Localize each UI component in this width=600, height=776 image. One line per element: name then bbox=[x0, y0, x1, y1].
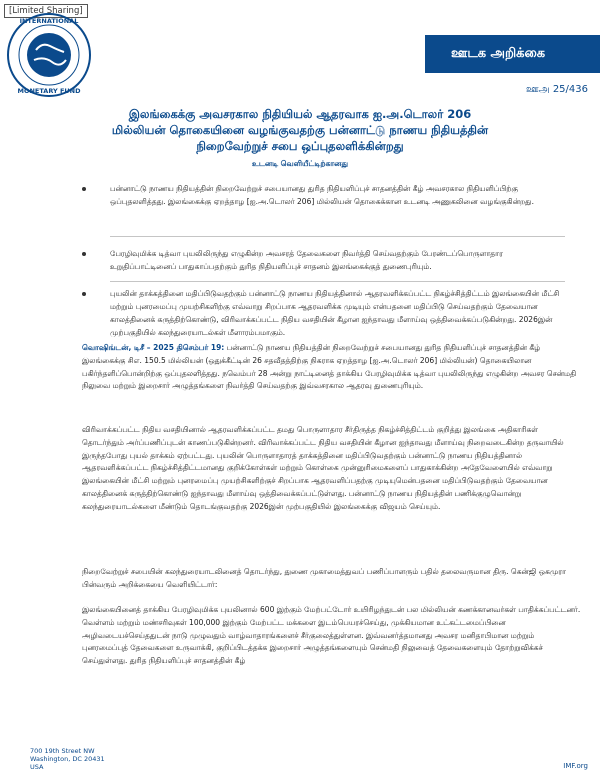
address-line: USA bbox=[30, 763, 44, 771]
imf-seal-logo bbox=[6, 12, 92, 98]
highlight-item bbox=[110, 182, 565, 208]
paragraph-statement-intro: நிறைவேற்றுச் சபையின் கலந்துரையாடலினைத் தொடர்ந்து, துணை முகாமைத்துவப் பணிப்பாளரும் பதில் தலைவருமான திரு. கென்ஜி ஒகமுரா பின்வரும் அறிக்கையை வெளியிட்டார்: bbox=[82, 567, 566, 589]
dateline: வொஷிங்டன், டிசீ – 2025 திசெம்பர் 19: bbox=[82, 343, 225, 352]
title-line: மில்லியன் தொகையினை வழங்குவதற்கு பன்னாட்டு நாணய நிதியத்தின் bbox=[111, 123, 489, 137]
highlight-item bbox=[110, 247, 565, 273]
classification-label: [Limited Sharing] bbox=[4, 4, 88, 18]
paragraph-dateline bbox=[82, 342, 582, 393]
highlight-text: பேரழிவுமிக்க டித்வா புயலிலிருந்து எழுகின்ற அவசரத் தேவைகளை நிவர்த்தி செய்வதற்கும் பேரண்டப்பொருளாதார உறுதிப்பாட்டினைப் பாதுகாப்பதற்கும் துரித நிதியளிப்புச் சாதனம் இலங்கைக்குத் துணைபுரியும். bbox=[110, 249, 503, 271]
address-line: 700 19th Street NW bbox=[30, 747, 95, 755]
paragraph-statement: இலங்கையினைத் தாக்கிய பேரழிவுமிக்க புயலினால் 600 இற்கும் மேற்பட்டோர் உயிரிழந்துடன் பல மில்லியன் கணக்கானவர்கள் பாதிக்கப்பட்டனர். வெள்ளம் மற்றும் மண்சரிவுகள் 100,000 இற்கும் மேற்பட்ட மக்களை இடம்பெயரச்செய்து, முக்கியமான உட்கட்டமைப்பினை அழிவடையச்செய்ததுடன் நாடு முழுவதும் வாழ்வாதாரங்களைச் சீர்குலைத்துள்ளன. இவ்வனர்த்தமானது அவசர மனிதாபிமான மற்றும் புனரமைப்புத் தேவைகளை உருவாக்கி, குறிப்பிடத்தக்க இறைசார் அழுத்தங்களையும் சென்மதி நிலுவைத் தேவைகளையும் தோற்றுவிக்கச் செய்துள்ளது. துரித நிதியளிப்புச் சாதனத்தின் கீழ் bbox=[82, 605, 581, 666]
divider bbox=[110, 236, 565, 237]
paragraph-text: பன்னாட்டு நாணய நிதியத்தின் நிறைவேற்றுச் சபையானது துரித நிதியளிப்புச் சாதனத்தின் கீழ் இலங்கைக்கு சிஎ. 150.5 மில்லியன் (ஒதுக்கீட்டின் 26 சதவீதத்திற்கு நிகராக ஏறத்தாழ [ஐ.அ.டொலர் 206] மில்லியன்) தொகையிலான பகிர்ந்தளிப்பொன்றிற்கு ஒப்புதலளித்தது. நவெம்பர் 28 அன்று நாட்டினைத் தாக்கிய பேரழிவுமிக்க டித்வா புயலிலிருந்து எழுகின்ற அவசர சென்மதி நிலுவை மற்றும் இறைசார் அழுத்தங்களை நிவர்த்தி செய்வதற்கு இவ்வசரகால ஆதரவு துணைபுரியும். bbox=[82, 343, 577, 391]
press-release-number: ஊஅ 25/436 bbox=[525, 84, 588, 95]
title-line: இலங்கைக்கு அவசரகால நிதியியல் ஆதரவாக ஐ.அ.டொலர் 206 bbox=[128, 107, 472, 121]
highlight-text: புயலின் தாக்கத்தினை மதிப்பிடுவதற்கும் பன்னாட்டு நாணய நிதியத்தினால் ஆதரவளிக்கப்பட்ட நிகழ்ச்சித்திட்டம் இலங்கையின் மீட்சி மற்றும் புனரமைப்பு முயற்சிகளிற்கு எவ்வாறு சிறப்பாக ஆதரவளிக்க முடியும் என்பதனை மதிப்பிடு செய்வதற்கும் தேவையான காலத்தினைக் கருத்திற்கொண்டு, விரிவாக்கப்பட்ட நிதிய வசதியின் கீழான ஐந்தாவது மீளாய்வு ஒத்திவைக்கப்படுகின்றது. 2026இன் முற்பகுதியில் கலந்துரையாடல்கள் மீளாரம்பமாகும். bbox=[110, 289, 560, 337]
press-release-banner: ஊடக அறிக்கை bbox=[425, 35, 600, 73]
title-line: நிறைவேற்றுச் சபை ஒப்புதலளிக்கின்றது bbox=[196, 139, 404, 153]
footer-website-link[interactable]: IMF.org bbox=[563, 762, 588, 770]
highlight-text: பன்னாட்டு நாணய நிதியத்தின் நிறைவேற்றுச் சபையானது துரித நிதியளிப்புச் சாதனத்தின் கீழ் அவசரகால நிதியளிப்பிற்கு ஒப்புதலளித்தது. இலங்கைக்கு ஏறத்தாழ [ஐ.அ.டொலர் 206] மில்லியன் தொகைக்கான உடனடி அணுகலினை வழங்குகின்றது. bbox=[110, 184, 534, 206]
svg-text:MONETARY FUND: MONETARY FUND bbox=[17, 87, 81, 95]
release-subtitle: உடனடி வெளியீட்டிற்கானது bbox=[252, 159, 348, 168]
divider bbox=[110, 281, 565, 282]
document-title bbox=[60, 106, 540, 154]
bullet-icon bbox=[82, 187, 86, 191]
highlight-item bbox=[110, 287, 565, 339]
bullet-icon bbox=[82, 252, 86, 256]
bullet-icon bbox=[82, 292, 86, 296]
address-line: Washington, DC 20431 bbox=[30, 755, 105, 763]
paragraph-review: விரிவாக்கப்பட்ட நிதிய வசதியினால் ஆதரவளிக்கப்பட்ட தமது பொருளாதார சீர்திருத்த நிகழ்ச்சித்திட்டம் குறித்து இலங்கை அதிகாரிகள் தொடர்ந்தும் அர்ப்பணிப்புடன் காணப்படுகின்றனர். விரிவாக்கப்பட்ட நிதிய வசதியின் கீழான ஐந்தாவது மீளாய்வு நிறைவடைகின்ற தருவாயில் இருந்தபோது புயல் தாக்கம் ஏற்பட்டது. புயலின் பொருளாதாரத் தாக்கத்தினை மதிப்பிடுவதற்கும் பன்னாட்டு நாணய நிதியத்தினால் ஆதரவளிக்கப்பட்ட நிகழ்ச்சித்திட்டமானது குறிக்கோள்கள் மற்றும் கொள்கை முன்னுரிமைகளைப் பாதுகாக்கின்ற அதேவேளையில் எவ்வாறு இலங்கையின் மீட்சி மற்றும் புனரமைப்பு முயற்சிகளிற்குச் சிறப்பாக ஆதரவளிப்பதற்கு முடியுமென்பதனை மதிப்பிடுவதற்கும் தேவையான காலத்தினைக் கருத்திற்கொண்டு ஐந்தாவது மீளாய்வு ஒத்திவைக்கப்பட்டுள்ளது. பன்னாட்டு நாணய நிதியத்தின் பணிக்குழுவொன்று கலந்துரையாடல்களை மீண்டும் தொடங்குவதற்கு 2026இன் முற்பகுதியில் இலங்கைக்கு விஜயம் செய்யும். bbox=[82, 425, 564, 511]
footer-address bbox=[30, 747, 105, 771]
svg-text:INTERNATIONAL: INTERNATIONAL bbox=[19, 17, 79, 25]
